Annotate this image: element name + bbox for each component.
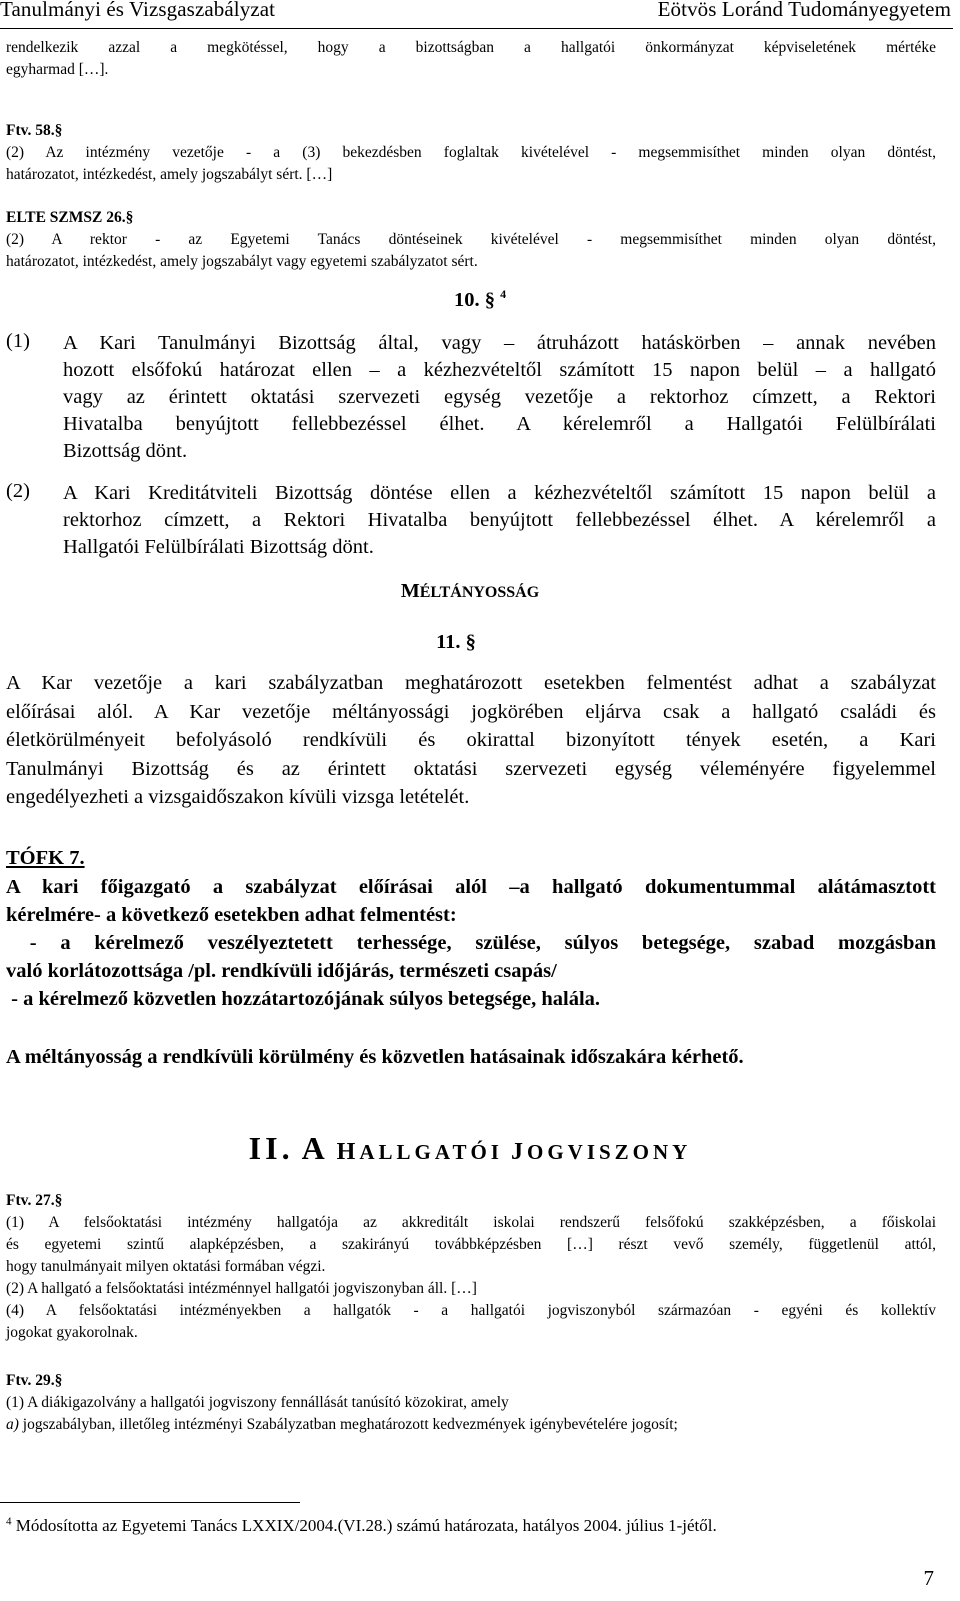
- running-header-right: Eötvös Loránd Tudományegyetem: [657, 0, 951, 21]
- chapter-word-initial: J: [510, 1139, 527, 1165]
- section-10-paragraph-1: [63, 330, 936, 465]
- paragraph-line: rektorhoz címzett, a Rektori Hivatalba benyújtott fellebbezéssel élhet. A kérelemről a: [63, 509, 936, 531]
- chapter-roman: II.: [248, 1130, 294, 1166]
- ftv29-line: [6, 1414, 936, 1436]
- ftv58-line: (2) Az intézmény vezetője - a (3) bekezdésben foglaltak kivételével - megsemmisíthet minden olyan döntést,: [6, 144, 936, 161]
- footnote-text: Módosította az Egyetemi Tanács LXXIX/2004.(VI.28.) számú határozata, hatályos 2004. július 1-jétől.: [11, 1516, 717, 1535]
- chapter-word-rest: OGVISZONY: [526, 1140, 692, 1164]
- page-number: 7: [923, 1566, 934, 1590]
- section-10-paragraph-2: [63, 480, 936, 561]
- footnote-separator: [0, 1502, 300, 1503]
- szmsz-line: határozatot, intézkedést, amely jogszabályt vagy egyetemi szabályzatot sért.: [6, 253, 478, 270]
- paragraph-line: Bizottság dönt.: [63, 440, 188, 462]
- body-line: A Kar vezetője a kari szabályzatban meghatározott esetekben felmentést adhat a szabályzat: [6, 672, 936, 694]
- tofk-body: [6, 873, 936, 1013]
- section-11-body: [6, 669, 936, 812]
- ftv58-heading: Ftv. 58.§: [6, 122, 63, 139]
- paragraph-line: vagy az érintett oktatási szervezeti egység vezetője a rektorhoz címzett, a Rektori: [63, 386, 936, 408]
- body-line: A kari főigazgató a szabályzat előírásai alól –a hallgató dokumentummal alátámasztott: [6, 876, 936, 898]
- paragraph-number: (2): [6, 480, 30, 502]
- chapter-heading: [0, 1130, 940, 1167]
- ftv58-line: határozatot, intézkedést, amely jogszabályt sért. […]: [6, 166, 333, 183]
- footnote-mark: 4: [6, 1515, 12, 1528]
- ftv27-line: jogokat gyakorolnak.: [6, 1324, 138, 1341]
- ftv27-heading: Ftv. 27.§: [6, 1192, 63, 1209]
- paragraph-line: A Kari Kreditátviteli Bizottság döntése ellen a kézhezvételtől számított 15 napon belül a: [63, 482, 936, 504]
- body-line: Tanulmányi Bizottság és az érintett oktatási szervezeti egység véleményére figyelemmel: [6, 757, 936, 780]
- ftv27-line: (2) A hallgató a felsőoktatási intézménnyel hallgatói jogviszonyban áll. […]: [6, 1280, 477, 1297]
- section-title-text: 10. §: [453, 289, 495, 311]
- body-line: kérelmére- a következő esetekben adhat felmentést:: [6, 904, 457, 926]
- chapter-word: [337, 1140, 503, 1164]
- chapter-initial: A: [301, 1130, 329, 1166]
- ftv27-section: [6, 1190, 936, 1344]
- paragraph-line: A Kari Tanulmányi Bizottság által, vagy – átruházott hatáskörben – annak nevében: [63, 332, 936, 354]
- szmsz-heading: ELTE SZMSZ 26.§: [6, 209, 134, 226]
- tofk-heading: TÓFK 7.: [6, 847, 85, 869]
- body-line: való korlátozottsága /pl. rendkívüli időjárás, természeti csapás/: [6, 960, 557, 982]
- paragraph-line: Hivatalba benyújtott fellebbezéssel élhet. A kérelemről a Hallgatói Felülbírálati: [63, 413, 936, 435]
- section-10-title: [0, 286, 960, 314]
- running-header-left: Tanulmányi és Vizsgaszabályzat: [0, 0, 276, 21]
- heading-rest: ÉLTÁNYOSSÁG: [419, 584, 540, 601]
- paragraph-number: (1): [6, 330, 30, 352]
- chapter-word: [511, 1140, 691, 1164]
- ftv29-heading: Ftv. 29.§: [6, 1372, 63, 1389]
- body-line: előírásai alól. A Kar vezetője méltányossági jogkörében eljárva csak a hallgató családi és: [6, 700, 936, 723]
- ftv27-line: (1) A felsőoktatási intézmény hallgatója az akkreditált iskolai rendszerű felsőfokú szakképzésben, a főiskolai: [6, 1214, 936, 1231]
- ftv29-item-text: jogszabályban, illetőleg intézményi Szabályzatban meghatározott kedvezmények igénybevételére jogosít;: [18, 1416, 678, 1433]
- ftv29-item-letter: a): [6, 1416, 19, 1433]
- ftv29-line: (1) A diákigazolvány a hallgatói jogviszony fennállását tanúsító közokirat, amely: [6, 1394, 509, 1411]
- szmsz-line: (2) A rektor - az Egyetemi Tanács döntéseinek kivételével - megsemmisíthet minden olyan döntést,: [6, 231, 936, 248]
- ftv27-line: hogy tanulmányait milyen oktatási formában végzi.: [6, 1258, 326, 1275]
- body-line: életkörülményeit befolyásoló rendkívüli és okirattal bizonyított tények esetén, a Kari: [6, 729, 936, 751]
- ftv27-line: és egyetemi szintű alapképzésben, a szakirányú továbbképzésben […] részt vevő személy, függetlenül attól,: [6, 1236, 936, 1253]
- section-11-title: 11. §: [436, 631, 476, 653]
- szmsz-section: [6, 207, 936, 273]
- header-rule: [0, 28, 953, 29]
- paragraph-line: hozott elsőfokú határozat ellen – a kézhezvételtől számított 15 napon belül – a hallgató: [63, 359, 936, 381]
- meltanyossag-heading: [0, 580, 940, 603]
- chapter-word-initial: H: [336, 1139, 360, 1165]
- heading-initial: M: [400, 580, 420, 602]
- chapter-word-rest: ALLGATÓI: [359, 1140, 503, 1164]
- ftv58-section: [6, 120, 936, 186]
- paragraph-line: Hallgatói Felülbírálati Bizottság dönt.: [63, 536, 374, 558]
- body-line: engedélyezheti a vizsgaidőszakon kívüli vizsga letételét.: [6, 786, 470, 808]
- intro-line: egyharmad […].: [6, 61, 109, 78]
- body-line: - a kérelmező közvetlen hozzátartozójának súlyos betegsége, halála.: [6, 988, 601, 1010]
- footnote: [6, 1516, 717, 1536]
- ftv29-section: [6, 1370, 936, 1436]
- intro-line: rendelkezik azzal a megkötéssel, hogy a bizottságban a hallgatói önkormányzat képviseletének mértéke: [6, 39, 936, 56]
- footnote-reference: 4: [500, 287, 507, 302]
- ftv27-line: (4) A felsőoktatási intézményekben a hallgatók - a hallgatói jogviszonyból származóan - egyéni és kollektív: [6, 1302, 936, 1319]
- body-line: - a kérelmező veszélyeztetett terhessége, szülése, súlyos betegsége, szabad mozgásban: [6, 932, 936, 954]
- tofk-final: A méltányosság a rendkívüli körülmény és közvetlen hatásainak időszakára kérhető.: [6, 1046, 744, 1068]
- intro-text: [6, 37, 936, 81]
